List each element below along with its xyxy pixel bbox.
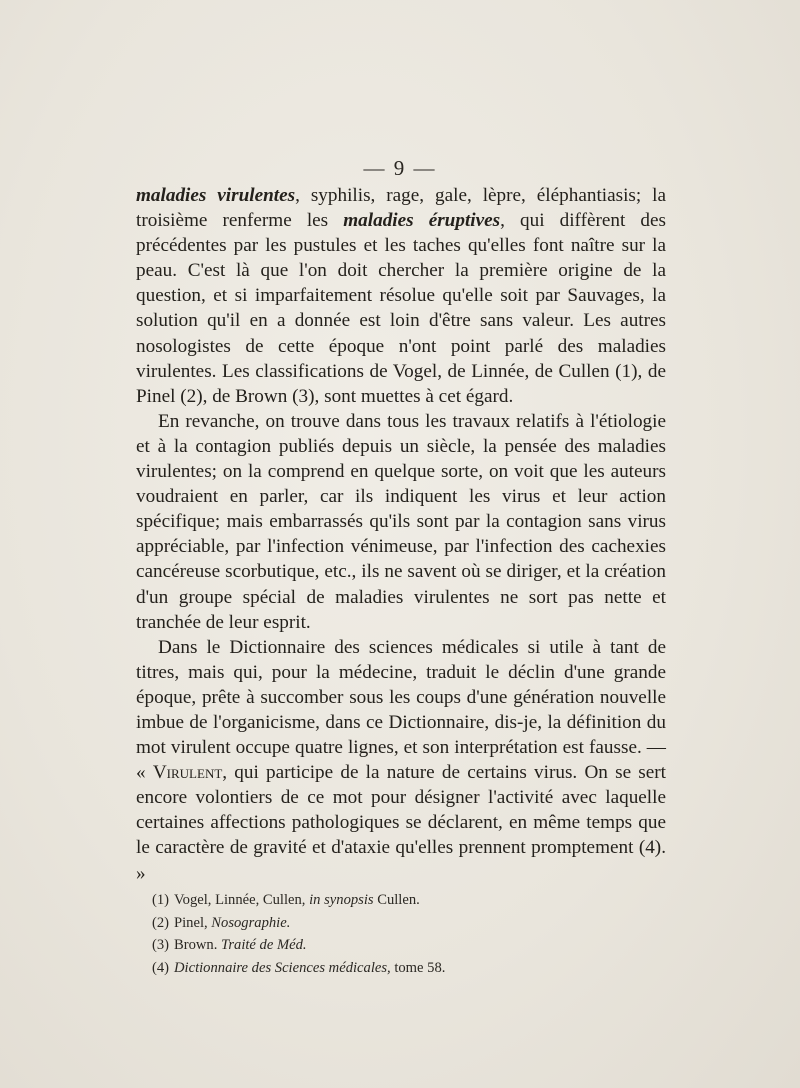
body-text <box>136 183 666 886</box>
italic-term: maladies éruptives <box>343 210 501 232</box>
paragraph-text: Dans le Dictionnaire des sciences médicales si utile à tant de titres, mais qui, pour la médecine, traduit le déclin d'une grande époque, prête à succomber sous les coups d'une génération nouvelle imbue de l'organicisme, dans ce Dictionnaire, dis-je, la définition du mot virulent occupe quatre lignes, et son interprétation est fausse. — « <box>136 636 666 784</box>
paragraph-text: , qui diffèrent des précédentes par les pustules et les taches qu'elles font naître sur la peau. C'est là que l'on doit chercher la première origine de la question, et si imparfaitement résolue qu'elle soit par Sauvages, la solution qu'il en a donnée est loin d'être sans valeur. Les autres nosologistes de cette époque n'ont point parlé des maladies virulentes. Les classifications de Vogel, de Linnée, de Cullen (1), de Pinel (2), de Brown (3), sont muettes à cet égard. <box>136 210 666 407</box>
footnote-text: Cullen. <box>373 892 420 908</box>
footnote-italic: Dictionnaire des Sciences médicales, <box>174 960 391 977</box>
page-number: — 9 — <box>363 156 437 180</box>
footnote-italic: Traité de Méd. <box>221 937 307 954</box>
paragraph-1 <box>136 183 666 409</box>
paragraph-3 <box>136 635 666 886</box>
smallcaps-term: Virulent <box>152 762 223 784</box>
footnotes <box>152 889 662 980</box>
footnote <box>152 912 662 935</box>
footnote <box>152 934 662 957</box>
paragraph-text: , syphilis, rage, gale, lèpre, éléphantiasis; la troisième renferme les <box>136 185 667 232</box>
footnote-text: tome 58. <box>390 960 446 977</box>
paragraph-text: , qui participe de la nature de certains virus. On se sert encore volontiers de ce mot pour désigner l'activité avec laquelle certaines affections pathologiques se déclarent, en même temps que le caractère de gravité et d'ataxie qu'elles prennent promptement (4). » <box>136 762 666 884</box>
footnote-italic: in synopsis <box>309 892 374 908</box>
paragraph-text: En revanche, on trouve dans tous les travaux relatifs à l'étiologie et à la contagion publiés depuis un siècle, la pensée des maladies virulentes; on la comprend en quelque sorte, on voit que les auteurs voudraient en parler, car ils indiquent les virus et leur action spécifique; mais embarrassés qu'ils sont par la contagion sans virus appréciable, par l'infection vénimeuse, par l'infection des cachexies cancéreuse scorbutique, etc., ils ne savent où se diriger, et la création d'un groupe spécial de maladies virulentes ne sort pas nette et tranchée de leur esprit. <box>136 410 666 633</box>
footnote-italic: Nosographie. <box>211 914 291 931</box>
footnote-number: (3) <box>152 937 170 954</box>
paragraph-2 <box>136 409 666 635</box>
footnote-text: Pinel, <box>174 914 212 931</box>
footnote-number: (2) <box>152 914 170 931</box>
footnote-number: (4) <box>152 960 170 977</box>
footnote <box>152 889 662 912</box>
footnote-text: Brown. <box>174 937 222 954</box>
italic-term: maladies virulentes <box>136 185 296 206</box>
footnote <box>152 957 662 980</box>
footnote-text: Vogel, Linnée, Cullen, <box>174 892 310 908</box>
footnote-number: (1) <box>152 892 170 908</box>
